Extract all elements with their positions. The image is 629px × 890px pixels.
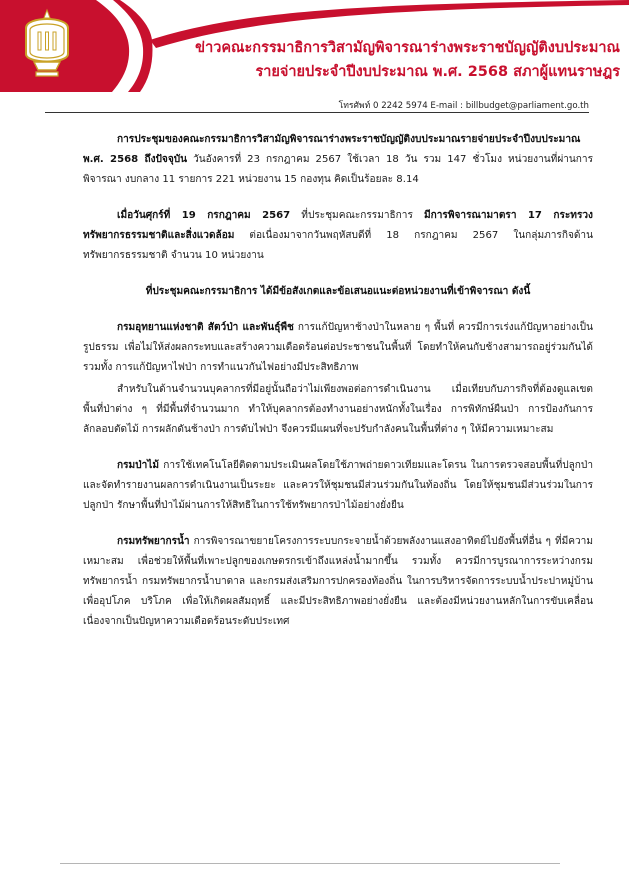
paragraph-meeting — [83, 206, 593, 266]
meeting-text-1: ที่ประชุมคณะกรรมาธิการ — [290, 210, 424, 221]
summary-heading: การประชุมของคณะกรรมาธิการวิสามัญพิจารณาร่างพระราชบัญญัติงบประมาณรายจ่ายประจำปีงบประมาณ พ.ศ. 2568 ถึงปัจจุบัน — [83, 134, 581, 165]
observations-heading — [83, 282, 593, 302]
water-resources-text: การพิจารณาขยายโครงการระบบกระจายน้ำด้วยพลังงานแสงอาทิตย์ไปยังพื้นที่อื่น ๆ ที่มีความเหมาะสม เพื่อช่วยให้พื้นที่เพาะปลูกของเกษตรกรเข้าถึงแหล่งน้ำมากขึ้น รวมทั้ง ควรมีการบูรณาการระหว่างกรมทรัพยากรน้ำ กรมทรัพยากรน้ำบาดาล และกรมส่งเสริมการปกครองท้องถิ่น ในการบริหารจัดการระบบน้ำประปาหมู่บ้านเพื่ออุปโภค บริโภค เพื่อให้เกิดผลสัมฤทธิ์ และมีประสิทธิภาพอย่างยั่งยืน และต้องมีหน่วยงานหลักในการขับเคลื่อนเนื่องจากเป็นปัญหาความเดือดร้อนระดับประเทศ — [83, 536, 593, 627]
paragraph-forestry — [83, 456, 593, 516]
parliament-emblem-icon — [14, 6, 80, 86]
header-divider — [45, 112, 589, 113]
title-line-2: รายจ่ายประจำปีงบประมาณ พ.ศ. 2568 สภาผู้แทนราษฎร — [255, 64, 620, 80]
meeting-date: เมื่อวันศุกร์ที่ 19 กรกฎาคม 2567 — [117, 210, 291, 221]
water-resources-dept: กรมทรัพยากรน้ำ — [117, 536, 190, 547]
contact-info: โทรศัพท์ 0 2242 5974 E-mail : billbudget@parliament.go.th — [338, 101, 589, 111]
forestry-dept: กรมป่าไม้ — [117, 460, 159, 471]
forestry-text: การใช้เทคโนโลยีติดตามประเมินผลโดยใช้ภาพถ่ายดาวเทียมและโดรน ในการตรวจสอบพื้นที่ปลูกป่าและจัดทำรายงานผลการดำเนินงานเป็นระยะ และควรให้ชุมชนมีส่วนร่วมกันในท้องถิ่น โดยให้ชุมชนมีส่วนร่วมในการปลูกป่า รักษาพื้นที่ป่าไม้ผ่านการให้สิทธิในการใช้ทรัพยากรป่าไม้อย่างยั่งยืน — [83, 460, 593, 511]
title-line-1: ข่าวคณะกรรมาธิการวิสามัญพิจารณาร่างพระราชบัญญัติงบประมาณ — [195, 40, 620, 56]
meeting-topic: มีการพิจารณามาตรา 17 กระทรวงทรัพยากรธรรมชาติและสิ่งแวดล้อม — [83, 210, 593, 241]
header — [0, 0, 629, 92]
page-title — [165, 36, 620, 84]
observations-heading-text: ที่ประชุมคณะกรรมาธิการ ได้มีข้อสังเกตและข้อเสนอแนะต่อหน่วยงานที่เข้าพิจารณา ดังนี้ — [145, 286, 531, 297]
personnel-text: สำหรับในด้านจำนวนบุคลากรที่มีอยู่นั้นถือว่าไม่เพียงพอต่อการดำเนินงาน เมื่อเทียบกับภารกิจที่ต้องดูแลเขตพื้นที่ป่าต่าง ๆ ที่มีพื้นที่จำนวนมาก ทำให้บุคลากรต้องทำงานอย่างหนักทั้งในเรื่อง การพิทักษ์ผืนป่า การป้องกันการลักลอบตัดไม้ การผลักดันช้างป่า การดับไฟป่า จึงควรมีแผนที่จะปรับกำลังคนในพื้นที่ต่าง ๆ ให้มีความเหมาะสม — [83, 384, 593, 435]
meeting-text-2: ต่อเนื่องมาจากวันพฤหัสบดีที่ 18 กรกฎาคม 2567 ในกลุ่มภารกิจด้านทรัพยากรธรรมชาติ จำนวน 10 หน่วยงาน — [83, 230, 593, 261]
national-parks-text: การแก้ปัญหาช้างป่าในหลาย ๆ พื้นที่ ควรมีการเร่งแก้ปัญหาอย่างเป็นรูปธรรม เพื่อไม่ให้ส่งผลกระทบและสร้างความเดือดร้อนต่อประชาชนในพื้นที่ โดยทำให้คนกับช้างสามารถอยู่ร่วมกันได้ รวมทั้ง การแก้ปัญหาไฟป่า การทำแนวกันไฟอย่างมีประสิทธิภาพ — [83, 322, 593, 373]
national-parks-dept: กรมอุทยานแห่งชาติ สัตว์ป่า และพันธุ์พืช — [117, 322, 294, 333]
paragraph-summary — [83, 130, 593, 190]
paragraph-personnel — [83, 380, 593, 440]
news-body — [83, 130, 593, 648]
paragraph-water-resources — [83, 532, 593, 632]
footer-divider — [60, 863, 560, 864]
paragraph-national-parks — [83, 318, 593, 378]
summary-text: วันอังคารที่ 23 กรกฎาคม 2567 ใช้เวลา 18 วัน รวม 147 ชั่วโมง หน่วยงานที่ผ่านการพิจารณา งบกลาง 11 รายการ 221 หน่วยงาน 15 กองทุน คิดเป็นร้อยละ 8.14 — [83, 154, 593, 185]
